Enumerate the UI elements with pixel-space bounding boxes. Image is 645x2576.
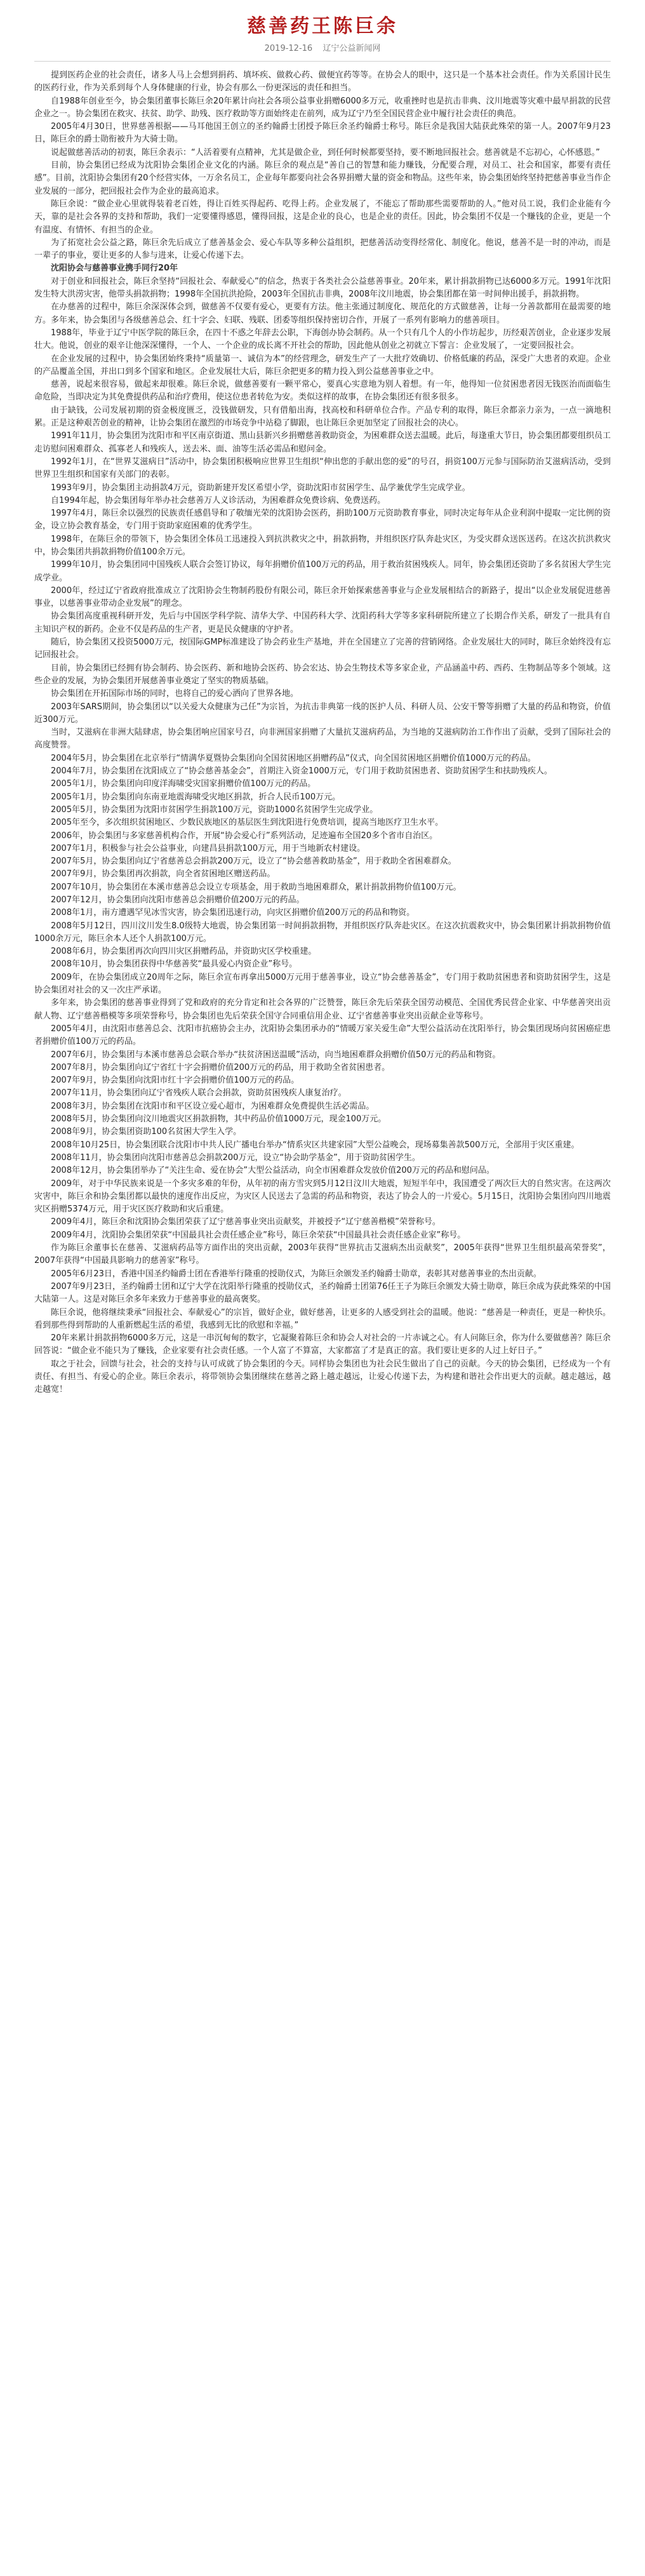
article-paragraph: 2009年4月，陈巨余和沈阳协会集团荣获了辽宁慈善事业突出贡献奖，并被授予“辽宁慈善楷模”荣誉称号。 (51, 1217, 441, 1227)
article-paragraph: 作为陈巨余董事长在慈善、艾滋病药品等方面作出的突出贡献，2003年获得“世界抗击艾滋病杰出贡献奖”，2005年获得“世界卫生组织最高荣誉奖”，2007年获得“中国最具影响力的慈善家”称号。 (34, 1243, 611, 1266)
article-paragraph: 在企业发展的过程中，协会集团始终秉持“质量第一、诚信为本”的经营理念，研发生产了一大批疗效确切、价格低廉的药品，深受广大患者的欢迎。企业的产品覆盖全国，并出口到多个国家和地区。企业发展壮大后，陈巨余把更多的精力投入到公益慈善事业之中。 (34, 354, 611, 377)
article-paragraph: 2007年10月，协会集团在本溪市慈善总会设立专项基金，用于救助当地困难群众，累计捐款捐物价值100万元。 (51, 882, 462, 892)
article-paragraph: 2003年SARS期间，协会集团以“以关爱大众健康为己任”为宗旨，为抗击非典第一线的医护人员、科研人员、公安干警等捐赠了大量的药品和物资，价值近300万元。 (34, 702, 611, 724)
article-paragraph: 2008年11月，协会集团向沈阳市慈善总会捐款200万元，设立“协会助学基金”，用于资助贫困学生。 (51, 1152, 420, 1163)
article-paragraph: 2008年6月，协会集团再次向四川灾区捐赠药品，并资助灾区学校重建。 (51, 947, 317, 957)
article-paragraph: 2009年，对于中华民族来说是一个多灾多难的年份，从年初的南方雪灾到5月12日汶川大地震，短短半年中，我国遭受了两次巨大的自然灾害。在这两次灾害中，陈巨余和协会集团都以最快的速度作出反应，为灾区人民送去了急需的药品和物资，表达了协会人的一片爱心。5月15日，沈阳协会集团向四川地震灾区捐赠5374万元，用于灾区医疗救助和灾后重建。 (34, 1178, 611, 1215)
article-paragraph: 目前，协会集团已经成为沈阳协会集团企业文化的内涵。陈巨余的观点是“善自己的智慧和能力赚钱，分配要合理，对员工、社会和国家，都要有责任感”。目前，沈阳协会集团有20个经营实体，一万余名员工，企业每年都要向社会各界捐赠大量的资金和物品。这些年来，协会集团始终坚持把慈善事业当作企业发展的一部分，把回报社会作为企业的最高追求。 (34, 161, 611, 196)
article-paragraph: 由于缺钱，公司发展初期的资金极度匮乏，没钱做研发，只有借船出海，找高校和科研单位合作。产品专利的取得，陈巨余都亲力亲为，一点一滴地积累。正是这种艰苦创业的精神，让协会集团在激烈的市场竞争中站稳了脚跟，也让陈巨余更加坚定了回报社会的决心。 (34, 405, 611, 429)
article-paragraph: 为了拓宽社会公益之路，陈巨余先后成立了慈善基金会、爱心车队等多种公益组织，把慈善活动变得经常化、制度化。他说，慈善不是一时的冲动，而是一辈子的事业，要让更多的人参与进来，让爱心传递下去。 (34, 237, 611, 261)
article-paragraph: 1991年11月，协会集团为沈阳市和平区南京街道、黑山县新兴乡捐赠慈善救助资金，为困难群众送去温暖。此后，每逢重大节日，协会集团都要组织员工走访慰问困难群众、孤寡老人和残疾人，送去米、面、油等生活必需品和慰问金。 (34, 431, 611, 454)
article-paragraph: 2008年1月，南方遭遇罕见冰雪灾害，协会集团迅速行动，向灾区捐赠价值200万元的药品和物资。 (51, 908, 415, 918)
article-paragraph: 说起做慈善活动的初衷，陈巨余表示：“人活着要有点精神，尤其是做企业，到任何时候都要坚持，要不断地回报社会。慈善就是不忘初心，心怀感恩。” (51, 147, 600, 157)
article-paragraph: 2007年9月，协会集团向沈阳市红十字会捐赠价值100万元的药品。 (51, 1076, 300, 1086)
article-paragraph: 1998年，在陈巨余的带领下，协会集团全体员工迅速投入到抗洪救灾之中，捐款捐物，并组织医疗队奔赴灾区，为受灾群众送医送药。在这次抗洪救灾中，协会集团共捐款捐物价值100余万元。 (34, 534, 611, 557)
article-paragraph: 目前，协会集团已经拥有协会制药、协会医药、新和地协会医药、协会宏达、协会生物技术等多家企业，产品涵盖中药、西药、生物制品等多个领域。这些企业的发展，为协会集团开展慈善事业奠定了坚实的物质基础。 (34, 663, 611, 686)
article-paragraph: 2008年5月，协会集团向汶川地震灾区捐款捐物，其中药品价值1000万元，现金100万元。 (51, 1114, 387, 1124)
article-paragraph: 2005年4月，由沈阳市慈善总会、沈阳市抗癌协会主办，沈阳协会集团承办的“情暖万家关爱生命”大型公益活动在沈阳举行，协会集团现场向贫困癌症患者捐赠价值100万元的药品。 (34, 1024, 611, 1047)
article-paragraph: 多年来，协会集团的慈善事业得到了党和政府的充分肯定和社会各界的广泛赞誉，陈巨余先后荣获全国劳动模范、全国优秀民营企业家、中华慈善突出贡献人物、辽宁慈善楷模等多项荣誉称号，协会集团也先后荣获全国守合同重信用企业、辽宁省慈善事业突出贡献企业等称号。 (34, 998, 611, 1021)
title-divider (34, 61, 611, 62)
article-paragraph: 在办慈善的过程中，陈巨余深深体会到，做慈善不仅要有爱心，更要有方法。他主张通过制度化、规范化的方式做慈善，让每一分善款都用在最需要的地方。多年来，协会集团与各级慈善总会、红十字会、妇联、残联、团委等组织保持密切合作，开展了一系列有影响力的慈善项目。 (34, 302, 611, 325)
article-paragraph: 慈善，说起来很容易，做起来却很难。陈巨余说，做慈善要有一颗平常心，要真心实意地为别人着想。有一年，他得知一位贫困患者因无钱医治而面临生命危险，当即决定为其免费提供药品和治疗费用，使这位患者转危为安。类似这样的故事，在协会集团还有很多很多。 (34, 380, 611, 403)
article-paragraph: 2005年至今，多次组织贫困地区、少数民族地区的基层医生到沈阳进行免费培训，提高当地医疗卫生水平。 (51, 818, 444, 828)
article-paragraph: 提到医药企业的社会责任，诸多人马上会想到捐药、填坏疾、做救心药、做便宜药等等。在协会人的眼中，这只是一个基本社会责任。作为关系国计民生的医药行业，作为关系到每个人身体健康的行业，协会有那么一份更深远的责任和担当。 (34, 70, 611, 93)
article-paragraph: 2005年6月23日，香港中国圣约翰爵士团在香港举行隆重的授勋仪式，为陈巨余颁发圣约翰爵士勋章，表彰其对慈善事业的杰出贡献。 (51, 1269, 542, 1279)
article-paragraph: 2007年6月，协会集团与本溪市慈善总会联合举办“扶贫济困送温暖”活动，向当地困难群众捐赠价值50万元的药品和物资。 (51, 1050, 501, 1060)
article-paragraph: 2007年5月，协会集团向辽宁省慈善总会捐款200万元，设立了“协会慈善救助基金”，用于救助全省困难群众。 (51, 857, 456, 867)
article-paragraph: 2007年11月，协会集团向辽宁省残疾人联合会捐款，资助贫困残疾人康复治疗。 (51, 1088, 347, 1098)
article-paragraph: 2000年，经过辽宁省政府批准成立了沈阳协会生物制药股份有限公司，陈巨余开始探索慈善事业与企业发展相结合的新路子，提出“以企业发展促进慈善事业，以慈善事业带动企业发展”的理念。 (34, 585, 611, 609)
article-paragraph: 20年来累计捐款捐物6000多万元，这是一串沉甸甸的数字，它凝聚着陈巨余和协会人对社会的一片赤诚之心。有人问陈巨余，你为什么要做慈善？陈巨余回答说：“做企业不能只为了赚钱，企业家要有社会责任感。一个人富了不算富，大家都富了才是真正的富。我们要让更多的人过上好日子。” (34, 1333, 611, 1356)
article-paragraph: 2005年1月，协会集团向东南亚地震海啸受灾地区捐款，折合人民币100万元。 (51, 792, 341, 802)
article-paragraph: 协会集团在开拓国际市场的同时，也将自己的爱心洒向了世界各地。 (51, 689, 299, 699)
article-paragraph: 自1994年起，协会集团每年举办社会慈善万人义诊活动，为困难群众免费诊病、免费送药。 (51, 495, 386, 505)
article-paragraph: 1992年1月，在“世界艾滋病日”活动中，协会集团积极响应世界卫生组织“伸出您的手献出您的爱”的号召，捐资100万元参与国际防治艾滋病活动，受到世界卫生组织和国家有关部门的表彰。 (34, 457, 611, 480)
article-title: 慈善药王陈巨余 (247, 15, 398, 37)
article-paragraph: 1993年9月，协会集团主动捐款4万元，资助新建开发区希望小学，资助沈阳市贫困学生、品学兼优学生完成学业。 (51, 483, 470, 493)
article-paragraph: 协会集团高度重视科研开发，先后与中国医学科学院、清华大学、中国药科大学、沈阳药科大学等多家科研院所建立了长期合作关系，研发了一批具有自主知识产权的新药。企业不仅是药品的生产者，更是民众健康的守护者。 (34, 611, 611, 634)
article-paragraph: 当时，艾滋病在非洲大陆肆虐，协会集团响应国家号召，向非洲国家捐赠了大量抗艾滋病药品，为当地的艾滋病防治工作作出了贡献，受到了国际社会的高度赞誉。 (34, 728, 611, 751)
article-paragraph: 2008年9月，协会集团资助100名贫困大学生入学。 (51, 1127, 242, 1137)
article-paragraph: 1988年，毕业于辽宁中医学院的陈巨余，在四十不惑之年辞去公职，下海创办协会制药。从一个只有几个人的小作坊起步，历经艰苦创业，企业逐步发展壮大。他说，创业的艰辛让他深深懂得，一个人、一个企业的成长离不开社会的帮助，因此他从创业之初就立下誓言：企业发展了，一定要回报社会。 (34, 328, 611, 351)
article-paragraph: 2009年4月，沈阳协会集团荣获“中国最具社会责任感企业”称号，陈巨余荣获“中国最具社会责任感企业家”称号。 (51, 1230, 466, 1240)
section-heading: 沈阳协会与慈善事业携手同行20年 (51, 264, 178, 274)
article-paragraph: 2007年12月，协会集团向沈阳市慈善总会捐赠价值200万元的药品。 (51, 895, 305, 905)
article-paragraph: 2009年，在协会集团成立20周年之际，陈巨余宣布再拿出5000万元用于慈善事业，设立“协会慈善基金”，专门用于救助贫困患者和资助贫困学生，这是协会集团对社会的又一次庄严承诺。 (34, 972, 611, 996)
article-paragraph: 2008年10月25日，协会集团联合沈阳市中共人民广播电台举办“情系灾区共建家园”大型公益晚会，现场募集善款500万元，全部用于灾区重建。 (51, 1140, 580, 1150)
article-paragraph: 2005年4月30日，世界慈善根据——马耳他国王创立的圣约翰爵士团授予陈巨余圣约翰爵士称号。陈巨余是我国大陆获此殊荣的第一人。2007年9月23日，陈巨余的爵士勋衔被升为大骑士勋。 (34, 122, 611, 145)
article-paragraph: 2008年10月，协会集团获得中华慈善奖“最具爱心内资企业”称号。 (51, 959, 298, 970)
article-paragraph: 2008年12月，协会集团举办了“关注生命、爱在协会”大型公益活动，向全市困难群众发放价值200万元的药品和慰问品。 (51, 1166, 495, 1176)
article-paragraph: 2007年1月，积极参与社会公益事业，向建昌县捐款100万元，用于当地新农村建设。 (51, 843, 366, 853)
article-paragraph: 2007年9月23日，圣约翰爵士团和辽宁大学在沈阳举行隆重的授勋仪式，圣约翰爵士团第76任王子为陈巨余颁发大骑士勋章，陈巨余成为获此殊荣的中国大陆第一人。这是对陈巨余多年来致力于慈善事业的最高褒奖。 (34, 1281, 611, 1305)
article-paragraph: 2007年8月，协会集团向辽宁省红十字会捐赠价值200万元的药品，用于救助全省贫困患者。 (51, 1062, 390, 1072)
publish-date: 2019-12-16 (264, 44, 313, 53)
article-paragraph: 2005年1月，协会集团向印度洋海啸受灾国家捐赠价值100万元的药品。 (51, 779, 316, 789)
article-paragraph: 2008年3月，协会集团在沈阳市和平区设立爱心超市，为困难群众免费提供生活必需品。 (51, 1101, 375, 1111)
article-paragraph: 自1988年创业至今，协会集团董事长陈巨余20年累计向社会各项公益事业捐赠6000多万元，收重挫时也是抗击非典、汶川地震等灾难中最早捐款的民营企业之一。协会集团在救灾、扶贫、助学、助残、医疗救助等方面始终走在前列，成为辽宁乃至全国民营企业中履行社会责任的典范。 (34, 96, 611, 119)
article-body (34, 69, 611, 1397)
article-paragraph: 2006年，协会集团与多家慈善机构合作，开展“协会爱心行”系列活动，足迹遍布全国20多个省市自治区。 (51, 831, 438, 841)
article-paragraph: 2004年5月，协会集团在北京举行“情满华夏暨协会集团向全国贫困地区捐赠药品”仪式，向全国贫困地区捐赠价值1000万元的药品。 (51, 753, 536, 763)
article-paragraph: 随后，协会集团又投资5000万元，按国际GMP标准建设了协会药业生产基地，并在全国建立了完善的营销网络。企业发展壮大的同时，陈巨余始终没有忘记回报社会。 (34, 637, 611, 660)
article-paragraph: 2007年9月，协会集团再次捐款，向全省贫困地区赠送药品。 (51, 869, 276, 879)
article-paragraph: 1997年4月，陈巨余以强烈的民族责任感倡导和了敬缅光荣的沈阳协会医药，捐助100万元资助教育事业，同时决定每年从企业利润中提取一定比例的资金，设立协会教育基金，专门用于资助家庭困难的优秀学生。 (34, 509, 611, 531)
article-paragraph: 取之于社会，回馈与社会，社会的支持与认可成就了协会集团的今天。同样协会集团也为社会民生做出了自己的贡献。今天的协会集团，已经成为一个有责任、有担当、有爱心的企业。陈巨余表示，将带领协会集团继续在慈善之路上越走越远，让爱心传递下去，为构建和谐社会作出更大的贡献。越走越远，越走越宽！ (34, 1359, 611, 1395)
article-paragraph: 2008年5月12日，四川汶川发生8.0级特大地震，协会集团第一时间捐款捐物，并组织医疗队奔赴灾区。在这次抗震救灾中，协会集团累计捐款捐物价值1000余万元，陈巨余本人还个人捐款100万元。 (34, 921, 611, 944)
article-paragraph: 陈巨余说：“做企业心里就得装着老百姓，得让百姓买得起药、吃得上药。企业发展了，不能忘了帮助那些需要帮助的人。”他对员工说，我们企业能有今天，靠的是社会各界的支持和帮助，我们一定要懂得感恩，懂得回报，这是企业的良心，也是企业的责任。因此，协会集团不仅是一个赚钱的企业，更是一个有温度、有情怀、有担当的企业。 (34, 199, 611, 235)
article-paragraph: 1999年10月，协会集团同中国残疾人联合会签订协议，每年捐赠价值100万元的药品，用于救治贫困残疾人。同年，协会集团还资助了多名贫困大学生完成学业。 (34, 560, 611, 583)
news-source: 辽宁公益新闻网 (322, 44, 381, 53)
article-paragraph: 2004年7月，协会集团在沈阳成立了“协会慈善基金会”，首期注入资金1000万元，专门用于救助贫困患者、资助贫困学生和扶助残疾人。 (51, 766, 552, 777)
article-paragraph: 陈巨余说，他将继续秉承“回报社会、奉献爱心”的宗旨，做好企业，做好慈善，让更多的人感受到社会的温暖。他说：“慈善是一种责任，更是一种快乐。看到那些得到帮助的人重新燃起生活的希望，我感到无比的欣慰和幸福。” (34, 1307, 611, 1330)
article-paragraph: 2005年5月，协会集团为沈阳市贫困学生捐款100万元，资助1000名贫困学生完成学业。 (51, 804, 378, 815)
article-paragraph: 对于创业和回报社会，陈巨余坚持“回报社会、奉献爱心”的信念，热衷于各类社会公益慈善事业。20年来，累计捐款捐物已达6000多万元。1991年沈阳发生特大洪涝灾害，他带头捐款捐物；1998年全国抗洪抢险，2003年全国抗击非典，2008年汶川地震，协会集团都在第一时间伸出援手，捐款捐物。 (34, 276, 611, 300)
article-meta (34, 43, 611, 55)
